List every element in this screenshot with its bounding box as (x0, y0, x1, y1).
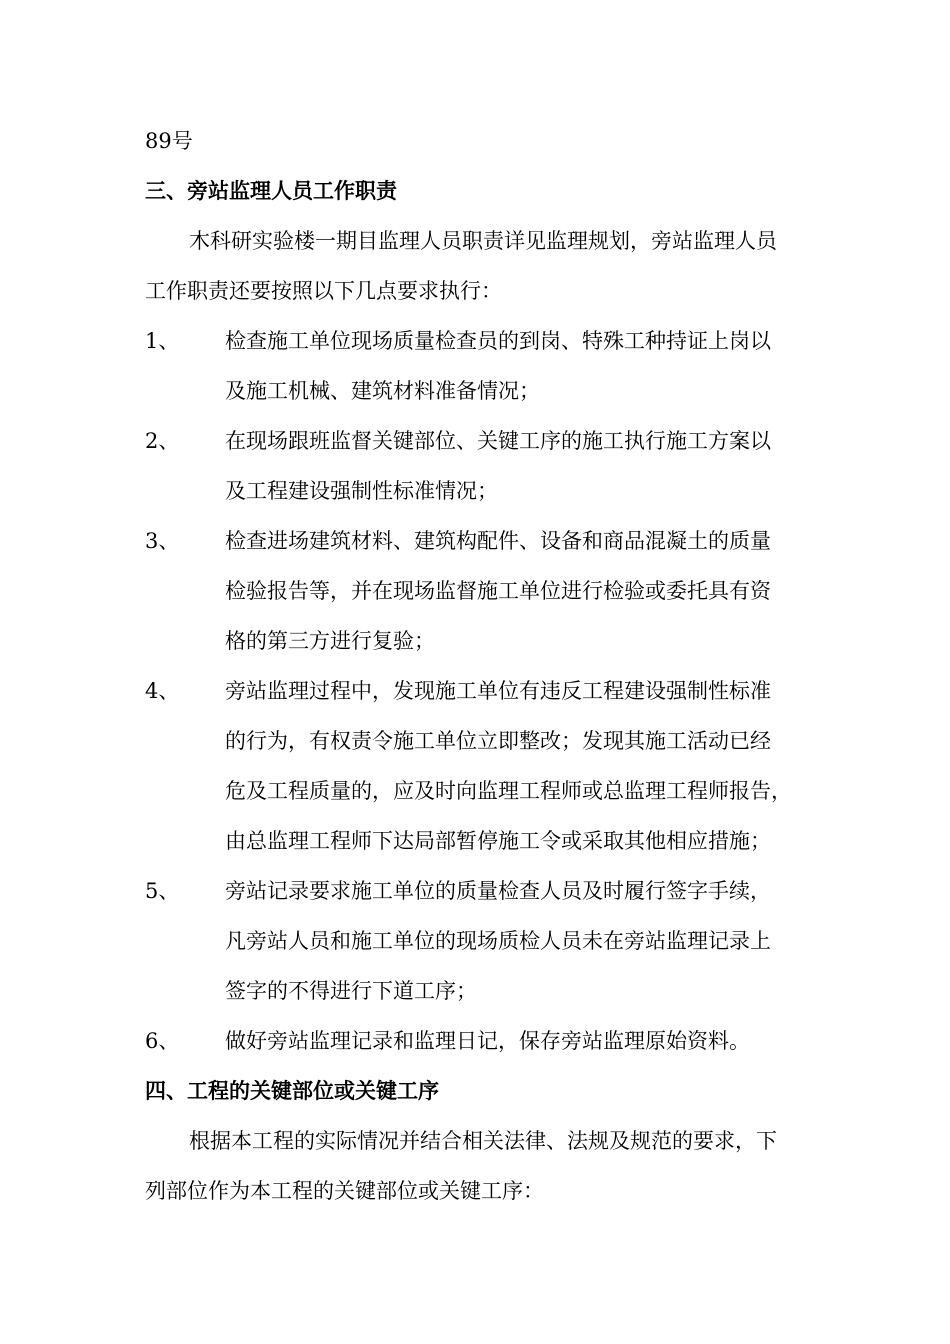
item-number-3: 3、 (145, 529, 180, 553)
item-6-line-1: 做好旁站监理记录和监理日记，保存旁站监理原始资料。 (225, 1029, 750, 1053)
item-number-1: 1、 (145, 329, 180, 353)
item-1-line-1: 检查施工单位现场质量检查员的到岗、特殊工种持证上岗以 (225, 329, 771, 353)
item-number-2: 2、 (145, 429, 180, 453)
item-2-line-1: 在现场跟班监督关键部位、关键工序的施工执行施工方案以 (225, 429, 771, 453)
item-1-line-2: 及施工机械、建筑材料准备情况； (225, 379, 540, 403)
item-5-line-1: 旁站记录要求施工单位的质量检查人员及时履行签字手续， (225, 879, 771, 903)
item-5-line-3: 签字的不得进行下道工序； (225, 979, 477, 1003)
item-4-line-3: 危及工程质量的，应及时向监理工程师或总监理工程师报告， (225, 779, 792, 803)
item-3-line-2: 检验报告等，并在现场监督施工单位进行检验或委托具有资 (225, 579, 771, 603)
item-3-line-1: 检查进场建筑材料、建筑构配件、设备和商品混凝土的质量 (225, 529, 771, 553)
item-3-line-3: 格的第三方进行复验； (225, 629, 435, 653)
top-fragment: 89号 (145, 129, 193, 153)
section-3-intro-line-1: 木科研实验楼一期目监理人员职责详见监理规划，旁站监理人员 (189, 229, 777, 253)
item-4-line-1: 旁站监理过程中，发现施工单位有违反工程建设强制性标准 (225, 679, 771, 703)
item-4-line-2: 的行为，有权责令施工单位立即整改；发现其施工活动已经 (225, 729, 771, 753)
item-number-6: 6、 (145, 1029, 180, 1053)
item-number-4: 4、 (145, 679, 180, 703)
section-4-heading: 四、工程的关键部位或关键工序 (145, 1078, 439, 1103)
item-number-5: 5、 (145, 879, 180, 903)
item-2-line-2: 及工程建设强制性标准情况； (225, 479, 498, 503)
item-5-line-2: 凡旁站人员和施工单位的现场质检人员未在旁站监理记录上 (225, 929, 771, 953)
section-3-intro-line-2: 工作职责还要按照以下几点要求执行： (145, 279, 502, 303)
section-4-intro-line-1: 根据本工程的实际情况并结合相关法律、法规及规范的要求，下 (189, 1129, 777, 1153)
item-4-line-4: 由总监理工程师下达局部暂停施工令或采取其他相应措施； (225, 829, 771, 853)
section-4-intro-line-2: 列部位作为本工程的关键部位或关键工序： (145, 1179, 544, 1203)
section-3-heading: 三、旁站监理人员工作职责 (145, 178, 397, 203)
